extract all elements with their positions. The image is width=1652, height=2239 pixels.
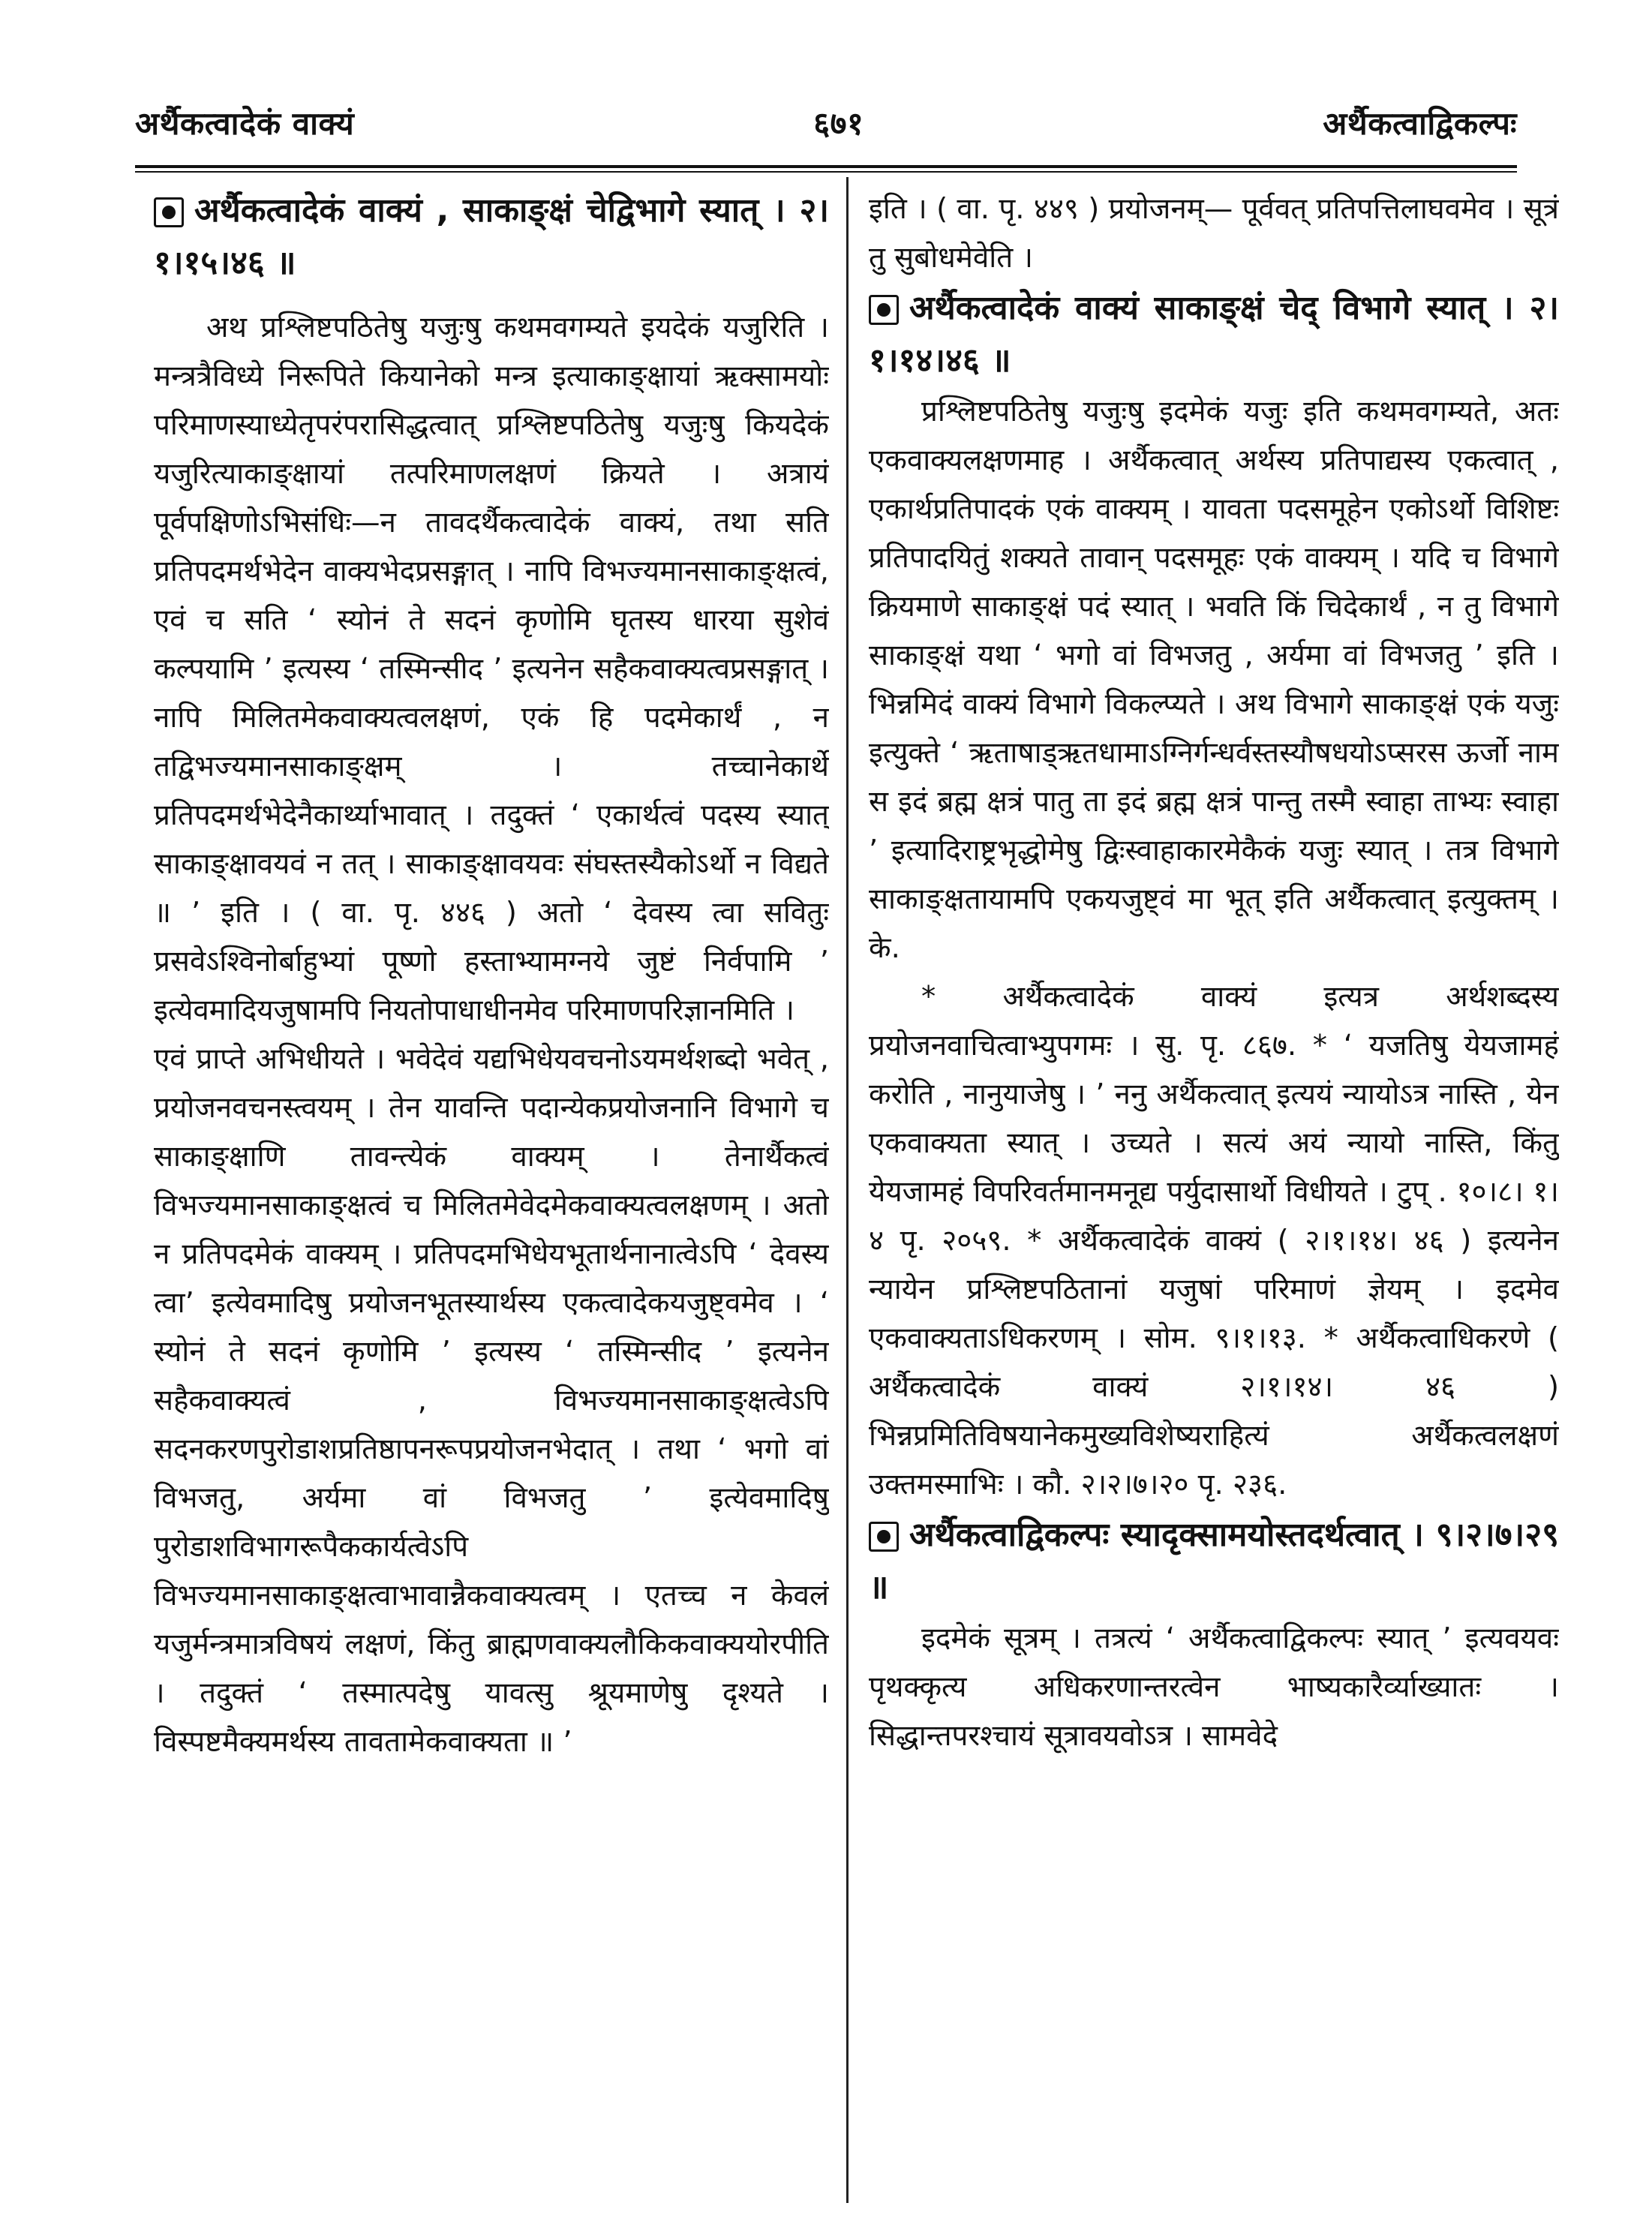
sutra-heading (154, 185, 829, 290)
sutra-heading (869, 1509, 1559, 1614)
sutra-marker-icon (869, 1522, 899, 1552)
sutra-marker-icon (869, 295, 899, 325)
column-divider (846, 177, 849, 2203)
sutra-text: अर्थैकत्वादेकं वाक्यं , साकाङ्क्षं चेद्विभागे स्यात् । २।१।१५।४६ ॥ (154, 191, 829, 282)
page-number: ६७१ (813, 104, 864, 142)
header-right-title: अर्थैकत्वाद्विकल्पः (1323, 104, 1517, 142)
sutra-text: अर्थैकत्वाद्विकल्पः स्यादृक्सामयोस्तदर्थत्वात् । ९।२।७।२९ ॥ (869, 1516, 1559, 1606)
left-column (154, 185, 829, 2203)
sutra-marker-icon (154, 197, 184, 227)
header-rule-thin (135, 171, 1517, 173)
notes-paragraph: * अर्थैकत्वादेकं वाक्यं इत्यत्र अर्थशब्दस्य प्रयोजनवाचित्वाभ्युपगमः । सु. पृ. ८६७. * ‘ यजतिषु येयजामहं करोति , नानुयाजेषु । ’ ननु अर्थैकत्वात् इत्ययं न्यायोऽत्र नास्ति , येन एकवाक्यता स्यात् । उच्यते । सत्यं अयं न्यायो नास्ति, किंतु येयजामहं विपरिवर्तमानमनूद्य पर्युदासार्थो विधीयते । टुप् . १०।८। १।४ पृ. २०५९. * अर्थैकत्वादेकं वाक्यं ( २।१।१४। ४६ ) इत्यनेन न्यायेन प्रश्लिष्टपठितानां यजुषां परिमाणं ज्ञेयम् । इदमेव एकवाक्यताऽधिकरणम् । सोम. ९।१।१३. * अर्थैकत्वाधिकरणे ( अर्थैकत्वादेकं वाक्यं २।१।१४। ४६ ) भिन्नप्रमितिविषयानेकमुख्यविशेष्यराहित्यं अर्थैकत्वलक्षणं उक्तमस्माभिः । कौ. २।२।७।२० पृ. २३६. (869, 980, 1559, 1501)
commentary-paragraph: इदमेकं सूत्रम् । तत्रत्यं ‘ अर्थैकत्वाद्विकल्पः स्यात् ’ इत्यवयवः पृथक्कृत्य अधिकरणान्तरत्वेन भाष्यकारैर्व्याख्यातः । सिद्धान्तपरश्चायं सूत्रावयवोऽत्र । सामवेदे (869, 1621, 1559, 1753)
commentary-paragraph: एवं प्राप्ते अभिधीयते । भवेदेवं यद्यभिधेयवचनोऽयमर्थशब्दो भवेत् , प्रयोजनवचनस्त्वयम् । तेन यावन्ति पदान्येकप्रयोजनानि विभागे च साकाङ्क्षाणि तावन्त्येकं वाक्यम् । तेनार्थैकत्वं विभज्यमानसाकाङ्क्षत्वं च मिलितमेवेदमेकवाक्यत्वलक्षणम् । अतो न प्रतिपदमेकं वाक्यम् । प्रतिपदमभिधेयभूतार्थनानात्वेऽपि ‘ देवस्य त्वा’ इत्येवमादिषु प्रयोजनभूतस्यार्थस्य एकत्वादेकयजुष्ट्वमेव । ‘ स्योनं ते सदनं कृणोमि ’ इत्यस्य ‘ तस्मिन्सीद ’ इत्यनेन सहैकवाक्यत्वं , विभज्यमानसाकाङ्क्षत्वेऽपि सदनकरणपुरोडाशप्रतिष्ठापनरूपप्रयोजनभेदात् । तथा ‘ भगो वां विभजतु, अर्यमा वां विभजतु ’ इत्येवमादिषु पुरोडाशविभागरूपैककार्यत्वेऽपि विभज्यमानसाकाङ्क्षत्वाभावान्नैकवाक्यत्वम् । एतच्च न केवलं यजुर्मन्त्रमात्रविषयं लक्षणं, किंतु ब्राह्मणवाक्यलौकिकवाक्ययोरपीति । तदुक्तं ‘ तस्मात्पदेषु यावत्सु श्रूयमाणेषु दृश्यते । विस्पष्टमैक्यमर्थस्य तावतामेकवाक्यता ॥ ’ (154, 1042, 829, 1759)
header-left-title: अर्थैकत्वादेकं वाक्यं (135, 104, 355, 142)
commentary-paragraph: प्रश्लिष्टपठितेषु यजुःषु इदमेकं यजुः इति कथमवगम्यते, अतः एकवाक्यलक्षणमाह । अर्थैकत्वात् अर्थस्य प्रतिपाद्यस्य एकत्वात् , एकार्थप्रतिपादकं एकं वाक्यम् । यावता पदसमूहेन एकोऽर्थो विशिष्टः प्रतिपादयितुं शक्यते तावान् पदसमूहः एकं वाक्यम् । यदि च विभागे क्रियमाणे साकाङ्क्षं पदं स्यात् । भवति किं चिदेकार्थं , न तु विभागे साकाङ्क्षं यथा ‘ भगो वां विभजतु , अर्यमा वां विभजतु ’ इति । भिन्नमिदं वाक्यं विभागे विकल्प्यते । अथ विभागे साकाङ्क्षं एकं यजुः इत्युक्ते ‘ ऋताषाड्ऋतधामाऽग्निर्गन्धर्वस्तस्यौषधयोऽप्सरस ऊर्जो नाम स इदं ब्रह्म क्षत्रं पातु ता इदं ब्रह्म क्षत्रं पान्तु तस्मै स्वाहा ताभ्यः स्वाहा ’ इत्यादिराष्ट्रभृद्धोमेषु द्विःस्वाहाकारमेकैकं यजुः स्यात् । तत्र विभागे साकाङ्क्षतायामपि एकयजुष्ट्वं मा भूत् इति अर्थैकत्वात् इत्युक्तम् । के. (869, 395, 1559, 965)
running-header (135, 96, 1517, 149)
sutra-text: अर्थैकत्वादेकं वाक्यं साकाङ्क्षं चेद् विभागे स्यात् । २।१।१४।४६ ॥ (869, 289, 1559, 380)
commentary-paragraph: अथ प्रश्लिष्टपठितेषु यजुःषु कथमवगम्यते इयदेकं यजुरिति । मन्त्रत्रैविध्ये निरूपिते कियानेको मन्त्र इत्याकाङ्क्षायां ऋक्सामयोः परिमाणस्याध्येतृपरंपरासिद्धत्वात् प्रश्लिष्टपठितेषु यजुःषु कियदेकं यजुरित्याकाङ्क्षायां तत्परिमाणलक्षणं क्रियते । अत्रायं पूर्वपक्षिणोऽभिसंधिः—न तावदर्थैकत्वादेकं वाक्यं, तथा सति प्रतिपदमर्थभेदेन वाक्यभेदप्रसङ्गात् । नापि विभज्यमानसाकाङ्क्षत्वं, एवं च सति ‘ स्योनं ते सदनं कृणोमि घृतस्य धारया सुशेवं कल्पयामि ’ इत्यस्य ‘ तस्मिन्सीद ’ इत्यनेन सहैकवाक्यत्वप्रसङ्गात् । नापि मिलितमेकवाक्यत्वलक्षणं, एकं हि पदमेकार्थं , न तद्विभज्यमानसाकाङ्क्षम् । तच्चानेकार्थे प्रतिपदमर्थभेदेनैकार्थ्याभावात् । तदुक्तं ‘ एकार्थत्वं पदस्य स्यात् साकाङ्क्षावयवं न तत् । साकाङ्क्षावयवः संघस्तस्यैकोऽर्थो न विद्यते ॥ ’ इति । ( वा. पृ. ४४६ ) अतो ‘ देवस्य त्वा सवितुः प्रसवेऽश्विनोर्बाहुभ्यां पूष्णो हस्ताभ्यामग्नये जुष्टं निर्वपामि ’ इत्येवमादियजुषामपि नियतोपाधाधीनमेव परिमाणपरिज्ञानमिति । (154, 311, 829, 1027)
header-rule (135, 165, 1517, 168)
commentary-paragraph: इति । ( वा. पृ. ४४९ ) प्रयोजनम्— पूर्ववत् प्रतिपत्तिलाघवमेव । सूत्रं तु सुबोधमेवेति । (869, 192, 1559, 275)
sutra-heading (869, 282, 1559, 387)
right-column (869, 185, 1559, 2203)
